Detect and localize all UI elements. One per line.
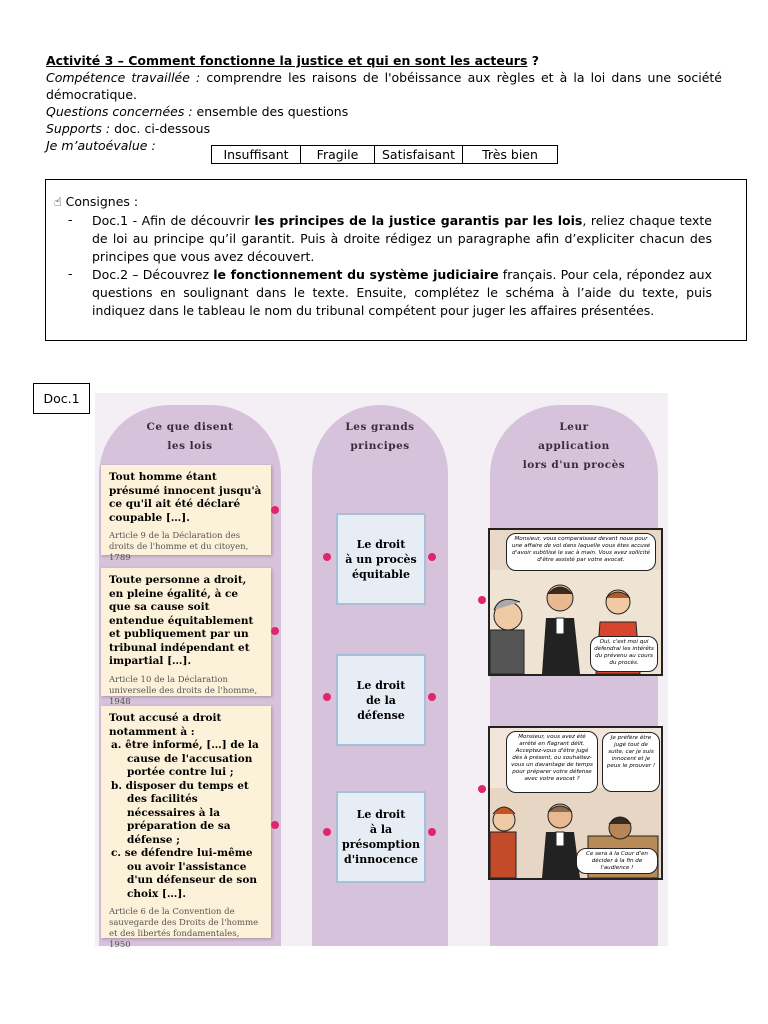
instruction-doc1-a: Doc.1 - Afin de découvrir bbox=[92, 213, 255, 228]
link-dot-principle-1-right[interactable] bbox=[428, 553, 436, 561]
instruction-doc1-c: , reliez chaque texte de loi au principe qu’il garantit. Puis à droite rédigez un paragraphe afin d’expliciter chacun des principes que vous avez découvert. bbox=[92, 213, 713, 264]
law-3-list bbox=[109, 739, 263, 901]
competence-text: comprendre les raisons de l'obéissance aux règles et à la loi dans une société démocratique. bbox=[46, 70, 722, 102]
principle-defense: Le droit de la défense bbox=[336, 654, 426, 746]
law-3-item-b: b. disposer du temps et des facilités nécessaires à la préparation de sa défense ; bbox=[111, 779, 249, 846]
law-1-source: Article 9 de la Déclaration des droits de l'homme et du citoyen, 1789 bbox=[109, 531, 249, 563]
eval-satisfaisant[interactable]: Satisfaisant bbox=[375, 146, 463, 164]
law-3-item-a: a. être informé, […] de la cause de l'accusation portée contre lui ; bbox=[111, 739, 259, 778]
comic-panel-1 bbox=[488, 528, 663, 676]
bullet-dash: - bbox=[68, 212, 73, 227]
link-dot-comic-2[interactable] bbox=[478, 785, 486, 793]
link-dot-principle-1-left[interactable] bbox=[323, 553, 331, 561]
questions-line bbox=[46, 103, 722, 120]
link-dot-law-3[interactable] bbox=[271, 821, 279, 829]
laws-column-heading: Ce que disent les lois bbox=[146, 421, 234, 452]
supports-label: Supports : bbox=[46, 121, 111, 136]
law-box-2 bbox=[101, 568, 271, 707]
activity-header bbox=[46, 52, 722, 154]
instructions-box bbox=[45, 179, 747, 341]
link-dot-principle-3-right[interactable] bbox=[428, 828, 436, 836]
principles-column-heading: Les grands principes bbox=[345, 421, 415, 452]
activity-title-question-mark: ? bbox=[527, 53, 539, 68]
comic-2-bubble-defendant: Je préfère être jugé tout de suite, car je suis innocent et je peux le prouver ! bbox=[602, 732, 660, 792]
doc1-figure bbox=[95, 393, 668, 950]
law-3-item-c: c. se défendre lui-même ou avoir l'assistance d'un défenseur de son choix […]. bbox=[111, 847, 257, 900]
supports-line bbox=[46, 120, 722, 137]
link-dot-principle-3-left[interactable] bbox=[323, 828, 331, 836]
autoeval-label: Je m’autoévalue : bbox=[46, 138, 156, 153]
law-1-text: Tout homme étant présumé innocent jusqu'à ce qu'il ait été déclaré coupable […]. bbox=[109, 471, 262, 524]
instruction-doc2-a: Doc.2 – Découvrez bbox=[92, 267, 214, 282]
questions-label: Questions concernées : bbox=[46, 104, 193, 119]
activity-title: Activité 3 – Comment fonctionne la justice et qui en sont les acteurs bbox=[46, 53, 528, 68]
instruction-doc2-bold: le fonctionnement du système judiciaire bbox=[213, 267, 499, 282]
instruction-doc2 bbox=[92, 266, 712, 320]
eval-tres-bien[interactable]: Très bien bbox=[463, 146, 558, 164]
comic-2-bubble-judge: Monsieur, vous avez été arrêté en flagrant délit. Acceptez-vous d'être jugé dès à présent, ou souhaitez-vous un davantage de temps pour préparer votre défense avec votre avocat ? bbox=[506, 731, 598, 793]
application-column-heading: Leur application lors d'un procès bbox=[522, 421, 626, 471]
link-dot-law-1[interactable] bbox=[271, 506, 279, 514]
competence-label: Compétence travaillée : bbox=[46, 70, 201, 85]
link-dot-principle-2-left[interactable] bbox=[323, 693, 331, 701]
instructions-heading: ☝ Consignes : bbox=[54, 194, 139, 209]
supports-text: doc. ci-dessous bbox=[110, 121, 211, 136]
law-2-source: Article 10 de la Déclaration universelle des droits de l'homme, 1948 bbox=[109, 674, 258, 707]
bullet-dash: - bbox=[68, 266, 73, 281]
instruction-doc1-bold: les principes de la justice garantis par les lois bbox=[254, 213, 583, 228]
link-dot-comic-1[interactable] bbox=[478, 596, 486, 604]
activity-title-line bbox=[46, 52, 722, 69]
law-3-intro: Tout accusé a droit notamment à : bbox=[109, 712, 222, 738]
law-3-source: Article 6 de la Convention de sauvegarde des Droits de l'homme et des libertés fondamentales, 1950 bbox=[109, 907, 259, 950]
self-evaluation-table bbox=[211, 145, 558, 164]
principle-presumption-innocence: Le droit à la présomption d'innocence bbox=[336, 791, 426, 883]
doc1-label: Doc.1 bbox=[33, 383, 90, 414]
eval-fragile[interactable]: Fragile bbox=[301, 146, 375, 164]
comic-1-bubble-judge: Monsieur, vous comparaissez devant nous pour une affaire de vol dans laquelle vous êtes accusé d'avoir subtilisé le sac à main. Vous avez sollicité d'être assisté par votre avocat. bbox=[506, 533, 656, 571]
competence-line bbox=[46, 69, 722, 103]
principle-fair-trial: Le droit à un procès équitable bbox=[336, 513, 426, 605]
link-dot-law-2[interactable] bbox=[271, 627, 279, 635]
law-box-3 bbox=[101, 706, 271, 950]
law-2-text: Toute personne a droit, en pleine égalité, à ce que sa cause soit entendue équitablement et publiquement par un tribunal indépendant et impartial […]. bbox=[109, 574, 254, 667]
eval-insuffisant[interactable]: Insuffisant bbox=[212, 146, 301, 164]
questions-text: ensemble des questions bbox=[192, 104, 349, 119]
instruction-doc2-c: français. Pour cela, répondez aux questions en soulignant dans le texte. Ensuite, complétez le schéma à l’aide du texte, puis indiquez dans le tableau le nom du tribunal compétent pour juger les affaires présentées. bbox=[92, 267, 712, 318]
law-box-1 bbox=[101, 465, 271, 563]
comic-2-bubble-court: Ce sera à la Cour d'en décider à la fin de l'audience ! bbox=[576, 848, 658, 874]
comic-panel-2 bbox=[488, 726, 663, 880]
comic-1-bubble-lawyer: Oui, c'est moi qui défendrai les intérêts du prévenu au cours du procès. bbox=[590, 636, 658, 672]
link-dot-principle-2-right[interactable] bbox=[428, 693, 436, 701]
instruction-doc1 bbox=[92, 212, 712, 266]
